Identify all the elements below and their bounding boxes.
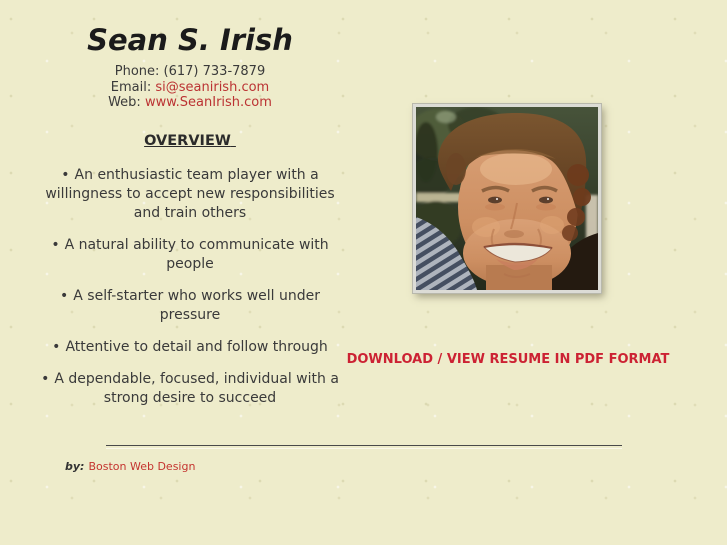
- overview-bullet: [40, 370, 340, 408]
- overview-heading-text: OVERVIEW: [144, 132, 231, 149]
- bullet-text: An enthusiastic team player with a willingness to accept new responsibilities and train others: [45, 166, 335, 221]
- credit-link[interactable]: Boston Web Design: [88, 460, 196, 473]
- email-link[interactable]: si@seanirish.com: [155, 79, 270, 95]
- contact-info: [40, 64, 340, 111]
- bullet-text: Attentive to detail and follow through: [65, 338, 328, 355]
- overview-bullet-list: [40, 166, 340, 408]
- contact-email-line: [40, 80, 340, 96]
- bullet-icon: •: [60, 287, 69, 304]
- divider-line: [106, 445, 622, 449]
- credit-by-label: by:: [65, 460, 85, 473]
- bullet-icon: •: [41, 370, 50, 387]
- page-title: Sean S. Irish: [87, 23, 293, 57]
- contact-web-line: [40, 95, 340, 111]
- portrait-photo: [413, 104, 601, 293]
- bullet-icon: •: [52, 338, 61, 355]
- web-link[interactable]: www.SeanIrish.com: [144, 95, 272, 110]
- phone-label: Phone:: [114, 64, 160, 79]
- phone-value: (617) 733-7879: [163, 64, 266, 79]
- overview-bullet: [40, 338, 340, 357]
- bullet-text: A natural ability to communicate with people: [64, 236, 329, 272]
- web-label: Web:: [108, 95, 141, 110]
- download-resume-link[interactable]: DOWNLOAD / VIEW RESUME IN PDF FORMAT: [346, 352, 670, 367]
- portrait-photo-image: [416, 107, 598, 290]
- bullet-text: A self-starter who works well under pressure: [73, 287, 320, 323]
- footer-credit: [65, 460, 195, 473]
- bullet-text: A dependable, focused, individual with a strong desire to succeed: [54, 370, 339, 406]
- contact-phone-line: [40, 64, 340, 80]
- bullet-icon: •: [51, 236, 60, 253]
- email-label: Email:: [110, 79, 152, 95]
- overview-heading: [40, 133, 340, 149]
- overview-bullet: [40, 166, 340, 223]
- overview-bullet: [40, 236, 340, 274]
- left-column: [40, 24, 340, 421]
- overview-bullet: [40, 287, 340, 325]
- bullet-icon: •: [61, 166, 70, 183]
